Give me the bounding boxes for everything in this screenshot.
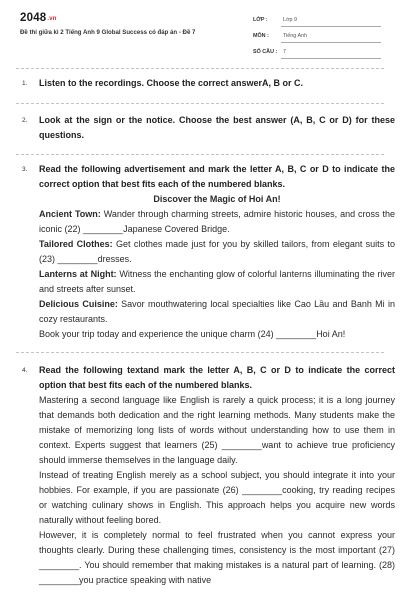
class-label: LỚP : [253,17,268,23]
subject-value: Tiếng Anh [283,33,308,39]
passage-paragraph-2: Instead of treating English merely as a school subject, you should integrate it into your hobbies. For example, if you are passionate (26) ________cooking, try reading recipes or watching culinary shows in English. This approach helps you acquire new words naturally without feeling bored. [39,470,396,525]
document-title: Đề thi giữa kì 2 Tiếng Anh 9 Global Success có đáp án - Đề 7 [20,29,196,36]
field-underline [281,58,381,59]
question-3-instruction: Read the following advertisement and mark the letter A, B, C or D to indicate the correct option that best fits each of the numbered blanks. [39,164,395,189]
question-2-text: Look at the sign or the notice. Choose the best answer (A, B, C or D) for these questions. [39,115,395,140]
question-number: 2. [22,117,28,124]
subject-field [253,30,381,44]
question-number: 4. [22,367,28,374]
subject-label: MÔN : [253,33,269,39]
ad-item-tailored-clothes: Tailored Clothes: Get clothes made just for you by skilled tailors, from elegant suits to (23) ________dresses. [39,239,396,264]
advertisement-title: Discover the Magic of Hoi An! [153,194,281,204]
question-count-field [253,46,381,60]
class-field [253,14,381,28]
blank-27[interactable]: ________ [39,560,80,570]
ad-item-lanterns: Lanterns at Night: Witness the enchanting glow of colorful lanterns illuminating the river and streets after sunset. [39,269,395,294]
question-count-label: SỐ CÂU : [253,49,278,55]
blank-28[interactable]: ________ [39,575,80,585]
question-number: 3. [22,166,28,173]
blank-22[interactable]: ________ [83,224,124,234]
blank-23[interactable]: ________ [57,254,98,264]
divider [16,103,384,104]
divider [16,68,384,69]
field-underline [281,42,381,43]
question-number: 1. [22,80,28,87]
question-count-value: 7 [283,49,286,55]
question-1-text: Listen to the recordings. Choose the correct answerA, B or C. [39,78,304,88]
passage-paragraph-1: Mastering a second language like English is rarely a quick process; it is a long journey that demands both dedication and the right learning methods. Many students make the mistake of memorizing long lists of words without understanding how to use them in context. Experts suggest that learners (25) ________want to achieve true proficiency should immerse themselves in the language daily. [39,395,395,465]
class-value: Lớp 9 [283,17,298,23]
question-4-instruction: Read the following textand mark the letter A, B, C or D to indicate the correct option that best fits each of the numbered blanks. [39,365,395,390]
ad-item-ancient-town: Ancient Town: Wander through charming streets, admire historic houses, and cross the iconic (22) ________Japanese Covered Bridge. [39,209,396,234]
blank-26[interactable]: ________ [242,485,283,495]
blank-24[interactable]: ________ [276,329,317,339]
passage-paragraph-3: However, it is completely normal to feel frustrated when you cannot express your thoughts clearly. During these challenging times, consistency is the most important (27) ________. You should remember that making mistakes is a natural part of learning. (28) ________you practice speaking with native [39,530,395,585]
field-underline [281,26,381,27]
document-header [0,0,400,62]
site-logo[interactable]: 2048.vn [20,12,57,24]
blank-25[interactable]: ________ [221,440,262,450]
ad-closing-line: Book your trip today and experience the unique charm (24) ________Hoi An! [39,329,346,339]
divider [16,154,384,155]
divider [16,352,384,353]
ad-item-cuisine: Delicious Cuisine: Savor mouthwatering local specialties like Cao Lầu and Banh Mi in cozy restaurants. [39,299,395,324]
